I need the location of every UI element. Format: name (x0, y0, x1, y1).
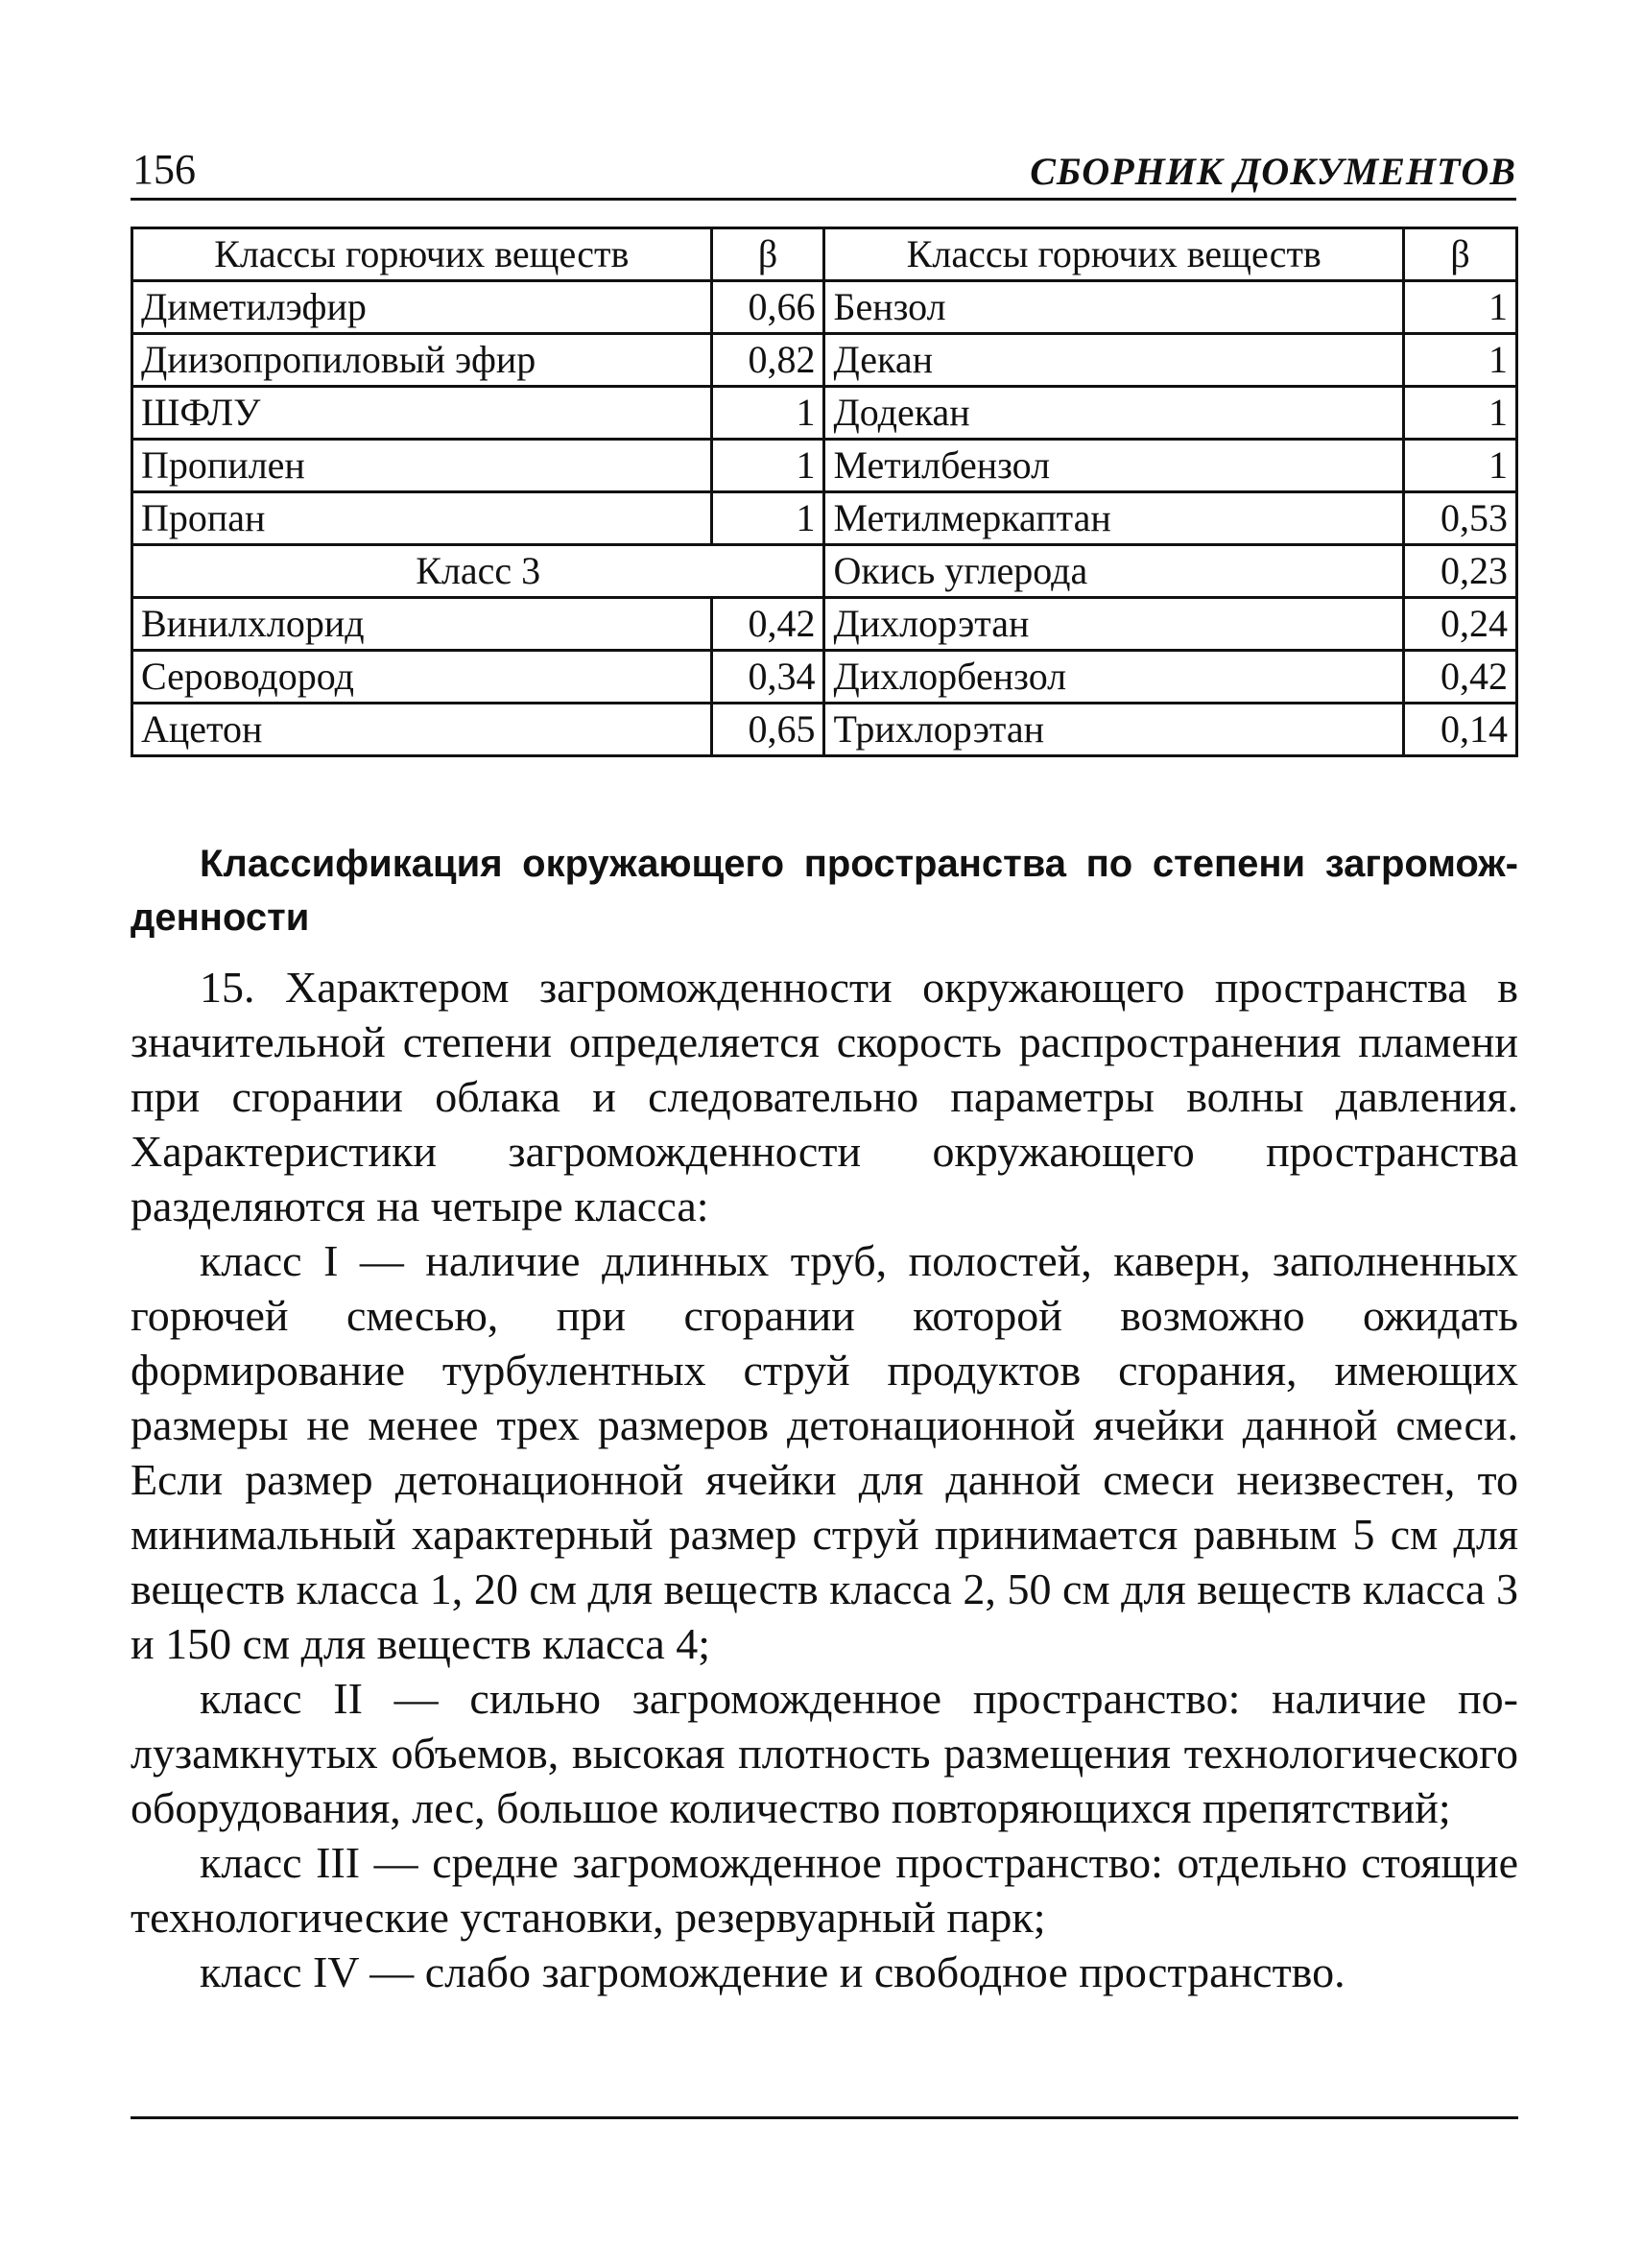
paragraph: класс I — наличие длинных труб, полостей, каверн, заполненных горючей смесью, при сгорании которой возможно ожидать формирование турбулентных струй продуктов сгорания, имеющих размеры не менее трех размеров детонационной ячейки данной смеси. Если размер детонационной ячейки для данной смеси неизвестен, то минимальный характерный размер струй принимается равным 5 см для веществ класса 1, 20 см для веществ класса 2, 50 см для веществ класса 3 и 150 см для веществ класса 4; (131, 1236, 1518, 1668)
table-row (132, 334, 1517, 387)
table-row (132, 492, 1517, 545)
beta-value: 0,65 (711, 704, 824, 756)
beta-value: 1 (1404, 334, 1517, 387)
running-title: СБОРНИК ДОКУМЕНТОВ (1030, 150, 1516, 193)
substance-name: Диметилэфир (132, 281, 712, 334)
beta-value: 0,34 (711, 651, 824, 704)
table-header-row (132, 228, 1517, 281)
table-row (132, 387, 1517, 440)
beta-value: 0,24 (1404, 598, 1517, 651)
substance-name: ШФЛУ (132, 387, 712, 440)
column-header: β (1404, 228, 1517, 281)
beta-value: 0,66 (711, 281, 824, 334)
substance-name: Дихлорбензол (824, 651, 1404, 704)
beta-value: 0,82 (711, 334, 824, 387)
substance-name: Трихлорэтан (824, 704, 1404, 756)
beta-value: 0,14 (1404, 704, 1517, 756)
substance-name: Пропилен (132, 440, 712, 492)
footer-rule (131, 2116, 1518, 2119)
section-heading: Классификация окружающего пространства по степени загроможденности (131, 843, 1518, 939)
table-row (132, 440, 1517, 492)
paragraph: класс IV — слабо загромождение и свободное пространство. (200, 1947, 1345, 1996)
substance-name: Бензол (824, 281, 1404, 334)
table-row (132, 545, 1517, 598)
page-number: 156 (132, 146, 196, 193)
substance-name: Декан (824, 334, 1404, 387)
beta-value: 1 (711, 387, 824, 440)
section-body (131, 960, 1518, 1999)
page-header (131, 144, 1516, 201)
beta-value: 0,53 (1404, 492, 1517, 545)
combustible-classes-table (131, 227, 1518, 757)
table-row (132, 651, 1517, 704)
substance-name: Окись углерода (824, 545, 1404, 598)
beta-value: 0,42 (1404, 651, 1517, 704)
beta-value: 0,23 (1404, 545, 1517, 598)
substance-name: Сероводород (132, 651, 712, 704)
beta-value: 1 (1404, 281, 1517, 334)
beta-value: 1 (711, 492, 824, 545)
column-header: β (711, 228, 824, 281)
column-header: Классы горючих веществ (824, 228, 1404, 281)
substance-name: Диизопропиловый эфир (132, 334, 712, 387)
column-header: Классы горючих веществ (132, 228, 712, 281)
substance-name: Винилхлорид (132, 598, 712, 651)
paragraph: 15. Характером загроможденности окружающего пространства в значительной степени определяется скорость распространения пламени при сгорании облака и следовательно параметры волны давления. Характеристики загроможденности окружающего пространства разделяются на четыре класса: (131, 963, 1518, 1230)
paragraph: класс II — сильно загроможденное пространство: наличие полузамкнутых объемов, высокая плотность размещения технологического оборудования, лес, большое количество повторяющихся препятствий; (131, 1674, 1518, 1832)
substance-name: Пропан (132, 492, 712, 545)
beta-value: 0,42 (711, 598, 824, 651)
table-row (132, 704, 1517, 756)
substance-name: Ацетон (132, 704, 712, 756)
substance-name: Додекан (824, 387, 1404, 440)
beta-value: 1 (1404, 387, 1517, 440)
beta-value: 1 (1404, 440, 1517, 492)
paragraph: класс III — средне загроможденное пространство: отдельно стоящие технологические установки, резервуарный парк; (131, 1838, 1518, 1942)
table-row (132, 598, 1517, 651)
class-group-label: Класс 3 (132, 545, 824, 598)
table-row (132, 281, 1517, 334)
substance-name: Дихлорэтан (824, 598, 1404, 651)
substance-name: Метилбензол (824, 440, 1404, 492)
substance-name: Метилмеркаптан (824, 492, 1404, 545)
beta-value: 1 (711, 440, 824, 492)
